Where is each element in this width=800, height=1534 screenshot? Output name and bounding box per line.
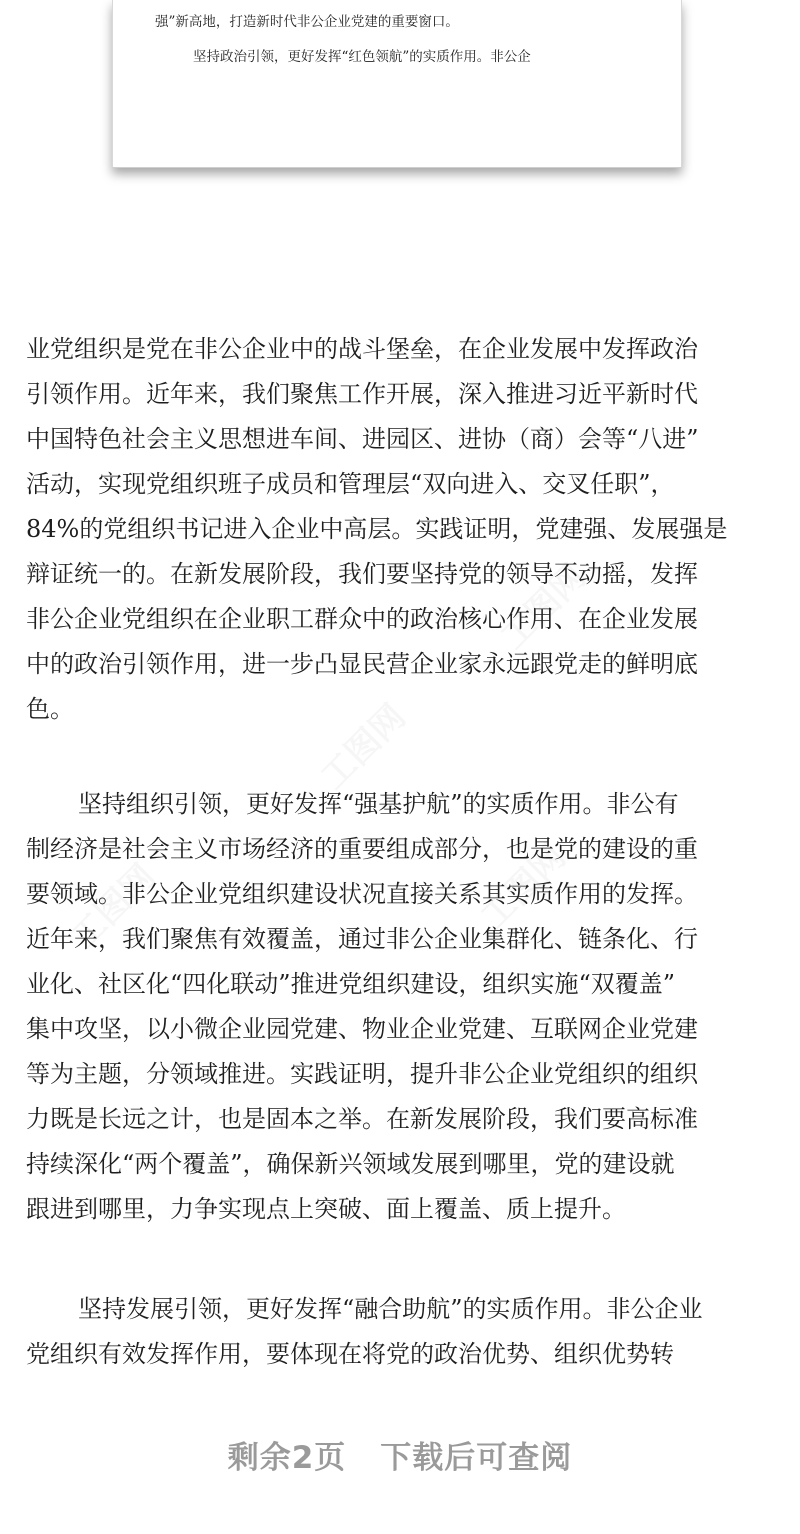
text-line: 党组织有效发挥作用，要体现在将党的政治优势、组织优势转 (26, 1340, 674, 1368)
text-line: 跟进到哪里，力争实现点上突破、面上覆盖、质上提升。 (26, 1195, 626, 1223)
text-line: 色。 (26, 695, 74, 723)
download-prompt[interactable] (0, 1432, 800, 1477)
text-line: 集中攻坚，以小微企业园党建、物业企业党建、互联网企业党建 (26, 1015, 698, 1043)
text-line: 84%的党组织书记进入企业中高层。实践证明，党建强、发展强是 (26, 515, 728, 543)
text-line: 辩证统一的。在新发展阶段，我们要坚持党的领导不动摇，发挥 (26, 560, 698, 588)
text-line: 制经济是社会主义市场经济的重要组成部分，也是党的建设的重 (26, 835, 698, 863)
previous-page-preview (112, 0, 682, 168)
text-line: 持续深化“两个覆盖”，确保新兴领域发展到哪里，党的建设就 (26, 1150, 675, 1178)
text-line: 中的政治引领作用，进一步凸显民营企业家永远跟党走的鲜明底 (26, 650, 698, 678)
text-line: 业化、社区化“四化联动”推进党组织建设，组织实施“双覆盖” (26, 970, 676, 998)
text-line: 非公企业党组织在企业职工群众中的政治核心作用、在企业发展 (26, 605, 698, 633)
text-line: 坚持组织引领，更好发挥“强基护航”的实质作用。非公有 (78, 790, 679, 818)
text-line: 力既是长远之计，也是固本之举。在新发展阶段，我们要高标准 (26, 1105, 698, 1133)
text-line: 要领域。非公企业党组织建设状况直接关系其实质作用的发挥。 (26, 880, 698, 908)
text-line: 活动，实现党组织班子成员和管理层“双向进入、交叉任职”， (26, 470, 675, 498)
text-line: 业党组织是党在非公企业中的战斗堡垒，在企业发展中发挥政治 (26, 335, 698, 363)
text-line: 坚持发展引领，更好发挥“融合助航”的实质作用。非公企业 (78, 1295, 703, 1323)
download-to-view-label: 下载后可查阅 (380, 1440, 573, 1476)
text-line: 等为主题，分领域推进。实践证明，提升非公企业党组织的组织 (26, 1060, 698, 1088)
text-line: 近年来，我们聚焦有效覆盖，通过非公企业集群化、链条化、行 (26, 925, 698, 953)
text-line: 中国特色社会主义思想进车间、进园区、进协（商）会等“八进” (26, 425, 699, 453)
text-line: 引领作用。近年来，我们聚焦工作开展，深入推进习近平新时代 (26, 380, 698, 408)
remaining-pages-label: 剩余2页 (227, 1440, 347, 1476)
preview-line: 强”新高地，打造新时代非公企业党建的重要窗口。 (155, 14, 459, 30)
preview-line: 坚持政治引领，更好发挥“红色领航”的实质作用。非公企 (193, 49, 531, 65)
